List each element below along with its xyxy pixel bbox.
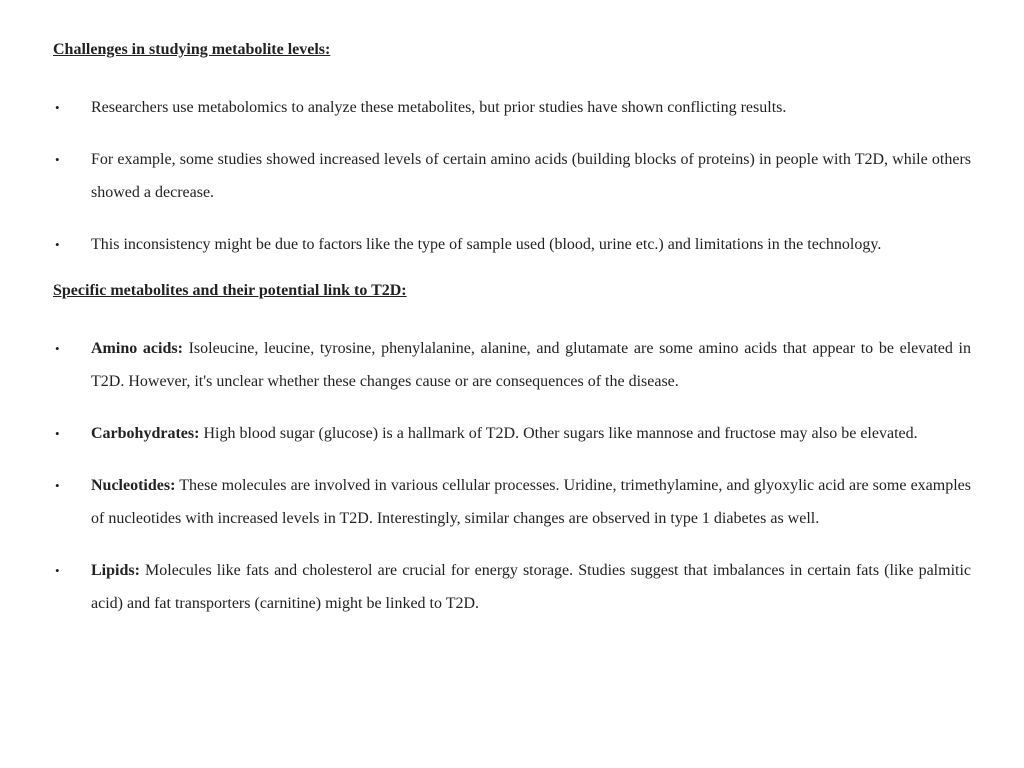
- bullet-icon: •: [55, 478, 60, 493]
- item-text: Molecules like fats and cholesterol are crucial for energy storage. Studies suggest that imbalances in certain fats (like palmitic acid) and fat transporters (carnitine) might be linked to T2D.: [91, 562, 971, 612]
- item-term: Nucleotides:: [91, 477, 176, 494]
- item-term: Amino acids:: [91, 340, 183, 357]
- bullet-list: [53, 332, 971, 620]
- list-item: [53, 332, 971, 398]
- list-item: [53, 417, 971, 450]
- list-item: [53, 228, 971, 261]
- document-page: [53, 39, 971, 639]
- bullet-icon: •: [55, 237, 60, 252]
- item-text: High blood sugar (glucose) is a hallmark of T2D. Other sugars like mannose and fructose may also be elevated.: [199, 425, 918, 442]
- item-term: Carbohydrates:: [91, 425, 200, 442]
- list-item: [53, 143, 971, 209]
- item-text: Researchers use metabolomics to analyze these metabolites, but prior studies have shown conflicting results.: [91, 99, 787, 116]
- section-challenges: [53, 39, 971, 261]
- bullet-icon: •: [55, 100, 60, 115]
- list-item: [53, 91, 971, 124]
- bullet-icon: •: [55, 341, 60, 356]
- list-item: [53, 469, 971, 535]
- section-heading: Challenges in studying metabolite levels:: [53, 41, 331, 58]
- bullet-icon: •: [55, 426, 60, 441]
- item-text: These molecules are involved in various cellular processes. Uridine, trimethylamine, and glyoxylic acid are some examples of nucleotides with increased levels in T2D. Interestingly, similar changes are observed in type 1 diabetes as well.: [91, 477, 971, 527]
- section-specific-metabolites: [53, 280, 971, 620]
- bullet-icon: •: [55, 152, 60, 167]
- item-term: Lipids:: [91, 562, 140, 579]
- bullet-list: [53, 91, 971, 261]
- bullet-icon: •: [55, 563, 60, 578]
- section-heading: Specific metabolites and their potential link to T2D:: [53, 282, 407, 299]
- item-text: This inconsistency might be due to factors like the type of sample used (blood, urine etc.) and limitations in the technology.: [91, 236, 882, 253]
- item-text: For example, some studies showed increased levels of certain amino acids (building blocks of proteins) in people with T2D, while others showed a decrease.: [91, 151, 971, 201]
- item-text: Isoleucine, leucine, tyrosine, phenylalanine, alanine, and glutamate are some amino acids that appear to be elevated in T2D. However, it's unclear whether these changes cause or are consequences of the disease.: [91, 340, 972, 390]
- list-item: [53, 554, 971, 620]
